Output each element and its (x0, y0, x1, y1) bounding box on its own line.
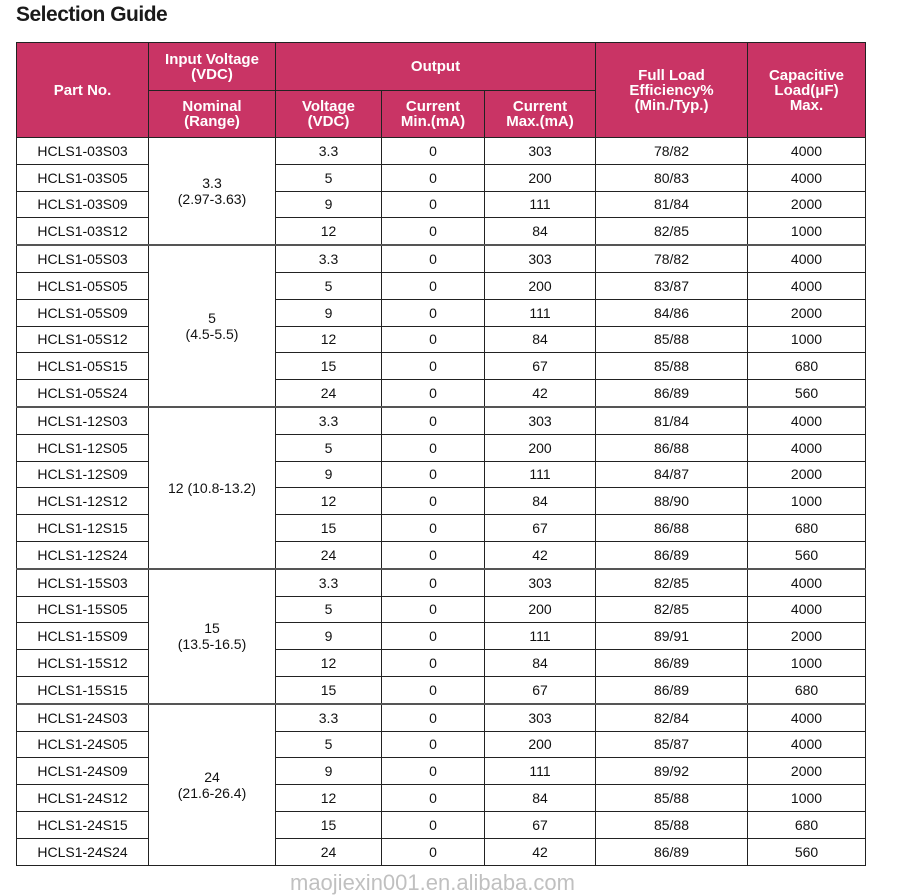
current-min-cell: 0 (382, 785, 485, 812)
part-no-cell: HCLS1-05S05 (17, 272, 149, 299)
header-voltage-line1: Voltage (301, 98, 356, 115)
current-min-cell: 0 (382, 676, 485, 703)
efficiency-cell: 85/88 (596, 785, 748, 812)
current-max-cell: 200 (485, 164, 596, 191)
current-max-cell: 67 (485, 811, 596, 838)
current-max-cell: 84 (485, 488, 596, 515)
current-min-cell: 0 (382, 488, 485, 515)
output-voltage-cell: 5 (276, 272, 382, 299)
capacitive-load-cell: 2000 (748, 461, 866, 488)
header-output-voltage (276, 91, 382, 138)
output-voltage-cell: 12 (276, 650, 382, 677)
watermark: maojiexin001.en.alibaba.com (290, 869, 575, 895)
page-title: Selection Guide (16, 3, 168, 26)
efficiency-cell: 89/91 (596, 623, 748, 650)
header-part-no: Part No. (17, 43, 149, 138)
part-no-cell: HCLS1-05S24 (17, 380, 149, 407)
current-max-cell: 84 (485, 650, 596, 677)
output-voltage-cell: 9 (276, 461, 382, 488)
input-nominal: 3.3 (202, 175, 222, 192)
part-no-cell: HCLS1-15S03 (17, 569, 149, 596)
part-no-cell: HCLS1-12S24 (17, 541, 149, 568)
current-max-cell: 111 (485, 299, 596, 326)
header-cap-line2: Load(μF) (774, 81, 839, 99)
part-no-cell: HCLS1-24S24 (17, 838, 149, 865)
table-row (17, 785, 866, 812)
output-voltage-cell: 24 (276, 541, 382, 568)
header-cur-min-line1: Current (405, 98, 461, 115)
efficiency-cell: 86/89 (596, 650, 748, 677)
table-row (17, 488, 866, 515)
output-voltage-cell: 3.3 (276, 138, 382, 165)
current-max-cell: 200 (485, 731, 596, 758)
efficiency-cell: 78/82 (596, 138, 748, 165)
output-voltage-cell: 3.3 (276, 704, 382, 731)
efficiency-cell: 88/90 (596, 488, 748, 515)
table-row (17, 838, 866, 865)
table-row (17, 623, 866, 650)
current-max-cell: 303 (485, 138, 596, 165)
efficiency-cell: 83/87 (596, 272, 748, 299)
table-row (17, 245, 866, 272)
header-eff-line3: (Min./Typ.) (634, 96, 709, 114)
capacitive-load-cell: 1000 (748, 650, 866, 677)
efficiency-cell: 85/88 (596, 326, 748, 353)
header-cur-min-line2: Min.(mA) (400, 113, 466, 130)
current-min-cell: 0 (382, 461, 485, 488)
efficiency-cell: 80/83 (596, 164, 748, 191)
header-voltage-line2: (VDC) (307, 113, 350, 130)
output-voltage-cell: 9 (276, 758, 382, 785)
header-current-min (382, 91, 485, 138)
current-max-cell: 84 (485, 218, 596, 245)
output-voltage-cell: 5 (276, 164, 382, 191)
part-no-cell: HCLS1-12S15 (17, 515, 149, 542)
current-min-cell: 0 (382, 299, 485, 326)
current-min-cell: 0 (382, 515, 485, 542)
table-body (17, 138, 866, 866)
table-row (17, 758, 866, 785)
table-row (17, 569, 866, 596)
capacitive-load-cell: 4000 (748, 569, 866, 596)
capacitive-load-cell: 2000 (748, 299, 866, 326)
part-no-cell: HCLS1-12S12 (17, 488, 149, 515)
table-row (17, 138, 866, 165)
table-row (17, 704, 866, 731)
part-no-cell: HCLS1-24S03 (17, 704, 149, 731)
current-min-cell: 0 (382, 272, 485, 299)
current-min-cell: 0 (382, 164, 485, 191)
efficiency-cell: 85/88 (596, 811, 748, 838)
header-current-max (485, 91, 596, 138)
output-voltage-cell: 3.3 (276, 245, 382, 272)
output-voltage-cell: 24 (276, 380, 382, 407)
output-voltage-cell: 24 (276, 838, 382, 865)
current-max-cell: 200 (485, 596, 596, 623)
output-voltage-cell: 5 (276, 434, 382, 461)
table-row (17, 461, 866, 488)
header-output: Output (276, 43, 596, 91)
current-max-cell: 111 (485, 623, 596, 650)
output-voltage-cell: 5 (276, 596, 382, 623)
current-max-cell: 111 (485, 461, 596, 488)
current-max-cell: 303 (485, 704, 596, 731)
table-row (17, 191, 866, 218)
output-voltage-cell: 12 (276, 326, 382, 353)
efficiency-cell: 82/84 (596, 704, 748, 731)
current-max-cell: 303 (485, 245, 596, 272)
part-no-cell: HCLS1-12S09 (17, 461, 149, 488)
capacitive-load-cell: 680 (748, 811, 866, 838)
input-range: (21.6-26.4) (177, 784, 247, 801)
capacitive-load-cell: 4000 (748, 596, 866, 623)
current-min-cell: 0 (382, 731, 485, 758)
capacitive-load-cell: 4000 (748, 434, 866, 461)
capacitive-load-cell: 560 (748, 380, 866, 407)
efficiency-cell: 85/87 (596, 731, 748, 758)
input-nominal: 12 (10.8-13.2) (168, 479, 256, 496)
capacitive-load-cell: 4000 (748, 407, 866, 434)
capacitive-load-cell: 560 (748, 838, 866, 865)
part-no-cell: HCLS1-03S12 (17, 218, 149, 245)
part-no-cell: HCLS1-24S05 (17, 731, 149, 758)
current-max-cell: 111 (485, 758, 596, 785)
table-row (17, 541, 866, 568)
part-no-cell: HCLS1-15S12 (17, 650, 149, 677)
current-min-cell: 0 (382, 245, 485, 272)
capacitive-load-cell: 1000 (748, 488, 866, 515)
capacitive-load-cell: 680 (748, 676, 866, 703)
input-nominal: 24 (204, 768, 220, 785)
current-max-cell: 84 (485, 785, 596, 812)
output-voltage-cell: 15 (276, 811, 382, 838)
table-row (17, 299, 866, 326)
efficiency-cell: 82/85 (596, 596, 748, 623)
input-range: (13.5-16.5) (177, 636, 247, 653)
capacitive-load-cell: 4000 (748, 245, 866, 272)
output-voltage-cell: 12 (276, 488, 382, 515)
current-max-cell: 84 (485, 326, 596, 353)
current-max-cell: 42 (485, 838, 596, 865)
current-min-cell: 0 (382, 758, 485, 785)
current-min-cell: 0 (382, 569, 485, 596)
part-no-cell: HCLS1-15S15 (17, 676, 149, 703)
capacitive-load-cell: 4000 (748, 272, 866, 299)
efficiency-cell: 78/82 (596, 245, 748, 272)
header-input-voltage-line1: Input Voltage (165, 50, 259, 68)
current-min-cell: 0 (382, 218, 485, 245)
header-eff-line2: Efficiency% (629, 81, 714, 99)
table-row (17, 380, 866, 407)
part-no-cell: HCLS1-15S05 (17, 596, 149, 623)
part-no-cell: HCLS1-05S09 (17, 299, 149, 326)
table-row (17, 731, 866, 758)
current-min-cell: 0 (382, 380, 485, 407)
part-no-cell: HCLS1-03S03 (17, 138, 149, 165)
input-nominal: 5 (208, 310, 216, 327)
current-max-cell: 303 (485, 407, 596, 434)
current-min-cell: 0 (382, 596, 485, 623)
current-max-cell: 303 (485, 569, 596, 596)
header-nominal-range (149, 91, 276, 138)
capacitive-load-cell: 2000 (748, 191, 866, 218)
input-range: (2.97-3.63) (177, 191, 247, 208)
output-voltage-cell: 15 (276, 676, 382, 703)
current-max-cell: 200 (485, 434, 596, 461)
current-max-cell: 67 (485, 676, 596, 703)
current-min-cell: 0 (382, 838, 485, 865)
efficiency-cell: 89/92 (596, 758, 748, 785)
input-range: (4.5-5.5) (185, 326, 239, 343)
efficiency-cell: 82/85 (596, 218, 748, 245)
input-voltage-cell (149, 138, 276, 246)
part-no-cell: HCLS1-15S09 (17, 623, 149, 650)
input-voltage-cell (149, 245, 276, 407)
selection-guide-table (16, 42, 866, 866)
part-no-cell: HCLS1-05S03 (17, 245, 149, 272)
efficiency-cell: 84/86 (596, 299, 748, 326)
table-row (17, 596, 866, 623)
header-full-load-efficiency (596, 43, 748, 138)
table-row (17, 434, 866, 461)
current-min-cell: 0 (382, 407, 485, 434)
header-capacitive-load (748, 43, 866, 138)
current-min-cell: 0 (382, 353, 485, 380)
output-voltage-cell: 12 (276, 785, 382, 812)
current-min-cell: 0 (382, 704, 485, 731)
header-cur-max-line1: Current (512, 98, 568, 115)
current-min-cell: 0 (382, 326, 485, 353)
current-min-cell: 0 (382, 623, 485, 650)
output-voltage-cell: 3.3 (276, 569, 382, 596)
table-row (17, 272, 866, 299)
efficiency-cell: 85/88 (596, 353, 748, 380)
part-no-cell: HCLS1-12S03 (17, 407, 149, 434)
table-row (17, 326, 866, 353)
header-nominal-line2: (Range) (184, 113, 240, 130)
capacitive-load-cell: 4000 (748, 138, 866, 165)
input-voltage-cell (149, 704, 276, 865)
output-voltage-cell: 15 (276, 353, 382, 380)
capacitive-load-cell: 4000 (748, 731, 866, 758)
table-row (17, 676, 866, 703)
current-max-cell: 111 (485, 191, 596, 218)
part-no-cell: HCLS1-05S12 (17, 326, 149, 353)
output-voltage-cell: 9 (276, 623, 382, 650)
capacitive-load-cell: 2000 (748, 623, 866, 650)
table-row (17, 811, 866, 838)
part-no-cell: HCLS1-24S15 (17, 811, 149, 838)
current-max-cell: 67 (485, 353, 596, 380)
current-min-cell: 0 (382, 434, 485, 461)
efficiency-cell: 86/89 (596, 676, 748, 703)
output-voltage-cell: 12 (276, 218, 382, 245)
output-voltage-cell: 9 (276, 299, 382, 326)
header-input-voltage-line2: (VDC) (191, 65, 233, 83)
current-max-cell: 42 (485, 541, 596, 568)
table-row (17, 407, 866, 434)
input-nominal: 15 (204, 620, 220, 637)
efficiency-cell: 81/84 (596, 407, 748, 434)
current-max-cell: 42 (485, 380, 596, 407)
capacitive-load-cell: 4000 (748, 704, 866, 731)
header-cap-line3: Max. (789, 96, 824, 114)
output-voltage-cell: 3.3 (276, 407, 382, 434)
efficiency-cell: 86/89 (596, 838, 748, 865)
efficiency-cell: 86/88 (596, 434, 748, 461)
table-row (17, 650, 866, 677)
capacitive-load-cell: 680 (748, 353, 866, 380)
part-no-cell: HCLS1-24S12 (17, 785, 149, 812)
input-voltage-cell (149, 407, 276, 569)
part-no-cell: HCLS1-05S15 (17, 353, 149, 380)
table-row (17, 353, 866, 380)
header-cur-max-line2: Max.(mA) (506, 113, 574, 130)
header-eff-line1: Full Load (638, 66, 705, 84)
efficiency-cell: 86/88 (596, 515, 748, 542)
capacitive-load-cell: 4000 (748, 164, 866, 191)
capacitive-load-cell: 2000 (748, 758, 866, 785)
efficiency-cell: 81/84 (596, 191, 748, 218)
current-min-cell: 0 (382, 811, 485, 838)
efficiency-cell: 86/89 (596, 380, 748, 407)
capacitive-load-cell: 680 (748, 515, 866, 542)
table-row (17, 164, 866, 191)
part-no-cell: HCLS1-03S05 (17, 164, 149, 191)
current-max-cell: 200 (485, 272, 596, 299)
efficiency-cell: 84/87 (596, 461, 748, 488)
part-no-cell: HCLS1-03S09 (17, 191, 149, 218)
output-voltage-cell: 5 (276, 731, 382, 758)
current-min-cell: 0 (382, 191, 485, 218)
output-voltage-cell: 9 (276, 191, 382, 218)
header-input-voltage (149, 43, 276, 91)
input-voltage-cell (149, 569, 276, 704)
header-row-1 (17, 43, 866, 91)
capacitive-load-cell: 1000 (748, 326, 866, 353)
current-max-cell: 67 (485, 515, 596, 542)
capacitive-load-cell: 1000 (748, 785, 866, 812)
table-row (17, 515, 866, 542)
current-min-cell: 0 (382, 650, 485, 677)
header-nominal-line1: Nominal (182, 98, 242, 115)
output-voltage-cell: 15 (276, 515, 382, 542)
efficiency-cell: 82/85 (596, 569, 748, 596)
current-min-cell: 0 (382, 541, 485, 568)
header-cap-line1: Capacitive (768, 66, 845, 84)
part-no-cell: HCLS1-24S09 (17, 758, 149, 785)
capacitive-load-cell: 560 (748, 541, 866, 568)
capacitive-load-cell: 1000 (748, 218, 866, 245)
current-min-cell: 0 (382, 138, 485, 165)
table-row (17, 218, 866, 245)
part-no-cell: HCLS1-12S05 (17, 434, 149, 461)
efficiency-cell: 86/89 (596, 541, 748, 568)
